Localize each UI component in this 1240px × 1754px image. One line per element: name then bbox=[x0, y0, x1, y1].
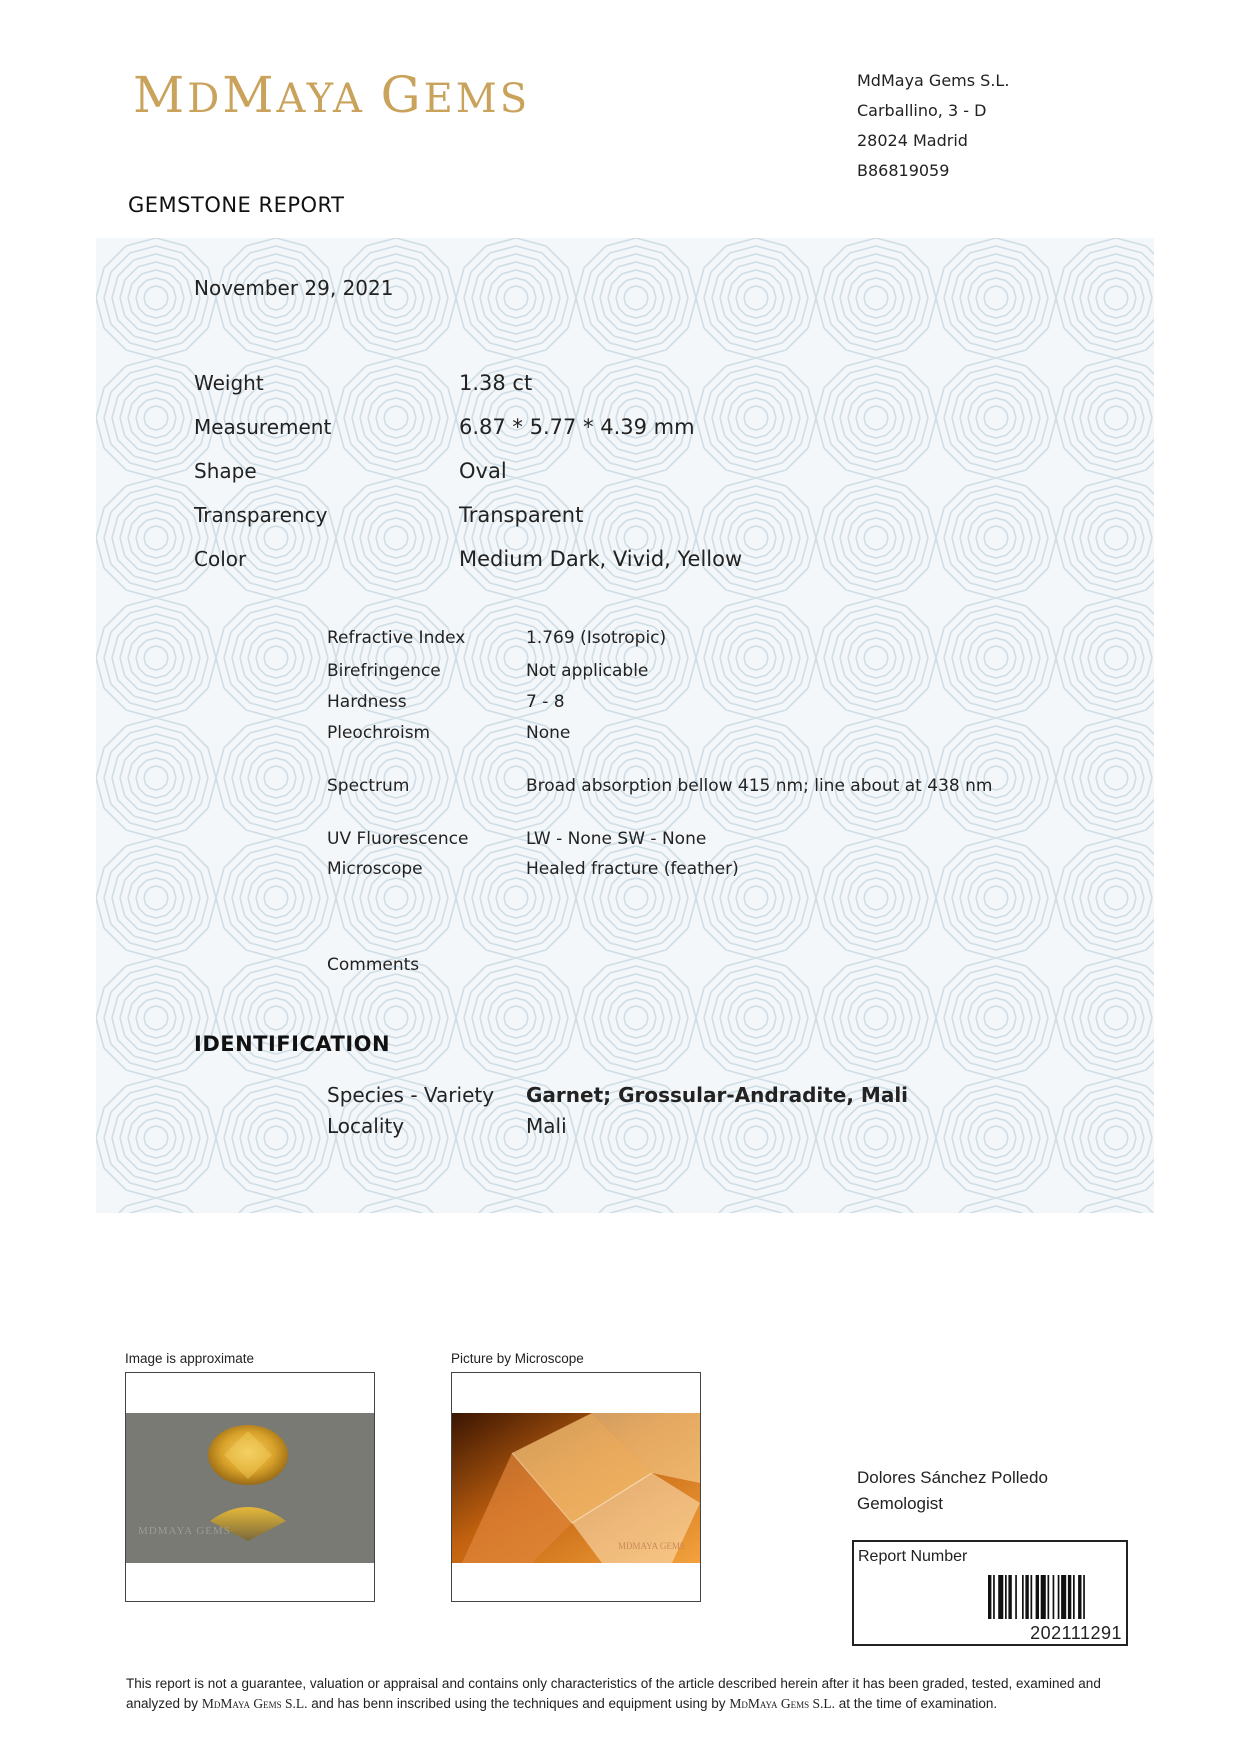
transparency-label: Transparency bbox=[194, 503, 328, 527]
legal-disclaimer: This report is not a guarantee, valuation or appraisal and contains only characteristics of the article described herein after it has been graded, tested, examined and analyzed by MdMaya Gems S.L. and has benn inscribed using the techniques and equipment using by MdMaya Gems S.L. at the time of examination. bbox=[126, 1676, 1101, 1711]
microscope-image-caption: Picture by Microscope bbox=[451, 1351, 584, 1366]
gem-image-caption: Image is approximate bbox=[125, 1351, 255, 1366]
spectrum-value: Broad absorption bellow 415 nm; line about at 438 nm bbox=[526, 776, 993, 796]
gem-watermark: MDMAYA GEMS bbox=[138, 1525, 231, 1537]
refractive-index-value: 1.769 (Isotropic) bbox=[526, 628, 667, 648]
gemologist-signature-block bbox=[857, 1465, 1048, 1517]
company-name-small-caps: MdMaya Gems S.L. bbox=[729, 1695, 836, 1711]
pleochroism-label: Pleochroism bbox=[327, 723, 431, 743]
measurement-label: Measurement bbox=[194, 415, 332, 439]
uv-fluorescence-value: LW - None SW - None bbox=[526, 829, 707, 849]
locality-label: Locality bbox=[327, 1114, 405, 1138]
barcode bbox=[988, 1575, 1120, 1619]
report-number-label: Report Number bbox=[858, 1548, 968, 1565]
microscope-label: Microscope bbox=[327, 859, 423, 879]
company-tax-id: B86819059 bbox=[857, 161, 950, 180]
species-variety-value: Garnet; Grossular-Andradite, Mali bbox=[526, 1083, 909, 1107]
company-name: MdMaya Gems S.L. bbox=[857, 71, 1010, 90]
report-date: November 29, 2021 bbox=[194, 276, 394, 300]
microscope-watermark: MDMAYA GEMS bbox=[618, 1541, 685, 1551]
species-variety-label: Species - Variety bbox=[327, 1083, 495, 1107]
company-street: Carballino, 3 - D bbox=[857, 101, 987, 120]
uv-fluorescence-label: UV Fluorescence bbox=[327, 829, 469, 849]
gemologist-role: Gemologist bbox=[857, 1494, 943, 1513]
shape-label: Shape bbox=[194, 459, 257, 483]
transparency-value: Transparent bbox=[459, 503, 584, 527]
hardness-value: 7 - 8 bbox=[526, 692, 565, 712]
company-name-small-caps: MdMaya Gems S.L. bbox=[201, 1695, 308, 1711]
hardness-label: Hardness bbox=[327, 692, 407, 712]
gemologist-name: Dolores Sánchez Polledo bbox=[857, 1468, 1048, 1487]
company-logo: MDMAYA GEMS bbox=[133, 66, 531, 124]
color-label: Color bbox=[194, 547, 247, 571]
color-value: Medium Dark, Vivid, Yellow bbox=[459, 547, 743, 571]
weight-label: Weight bbox=[194, 371, 264, 395]
locality-value: Mali bbox=[526, 1114, 567, 1138]
gem-image-frame bbox=[125, 1372, 375, 1602]
report-title: GEMSTONE REPORT bbox=[128, 193, 345, 217]
microscope-image-frame bbox=[451, 1372, 701, 1602]
shape-value: Oval bbox=[459, 459, 507, 483]
birefringence-label: Birefringence bbox=[327, 661, 441, 681]
report-number-value: 202111291 bbox=[1030, 1623, 1122, 1643]
gem-illustration bbox=[126, 1413, 374, 1563]
weight-value: 1.38 ct bbox=[459, 371, 533, 395]
company-city: 28024 Madrid bbox=[857, 131, 968, 150]
pleochroism-value: None bbox=[526, 723, 571, 743]
birefringence-value: Not applicable bbox=[526, 661, 649, 681]
spectrum-label: Spectrum bbox=[327, 776, 410, 796]
gem-photo bbox=[126, 1413, 374, 1563]
report-number-box bbox=[852, 1540, 1128, 1646]
microscope-value: Healed fracture (feather) bbox=[526, 859, 739, 879]
refractive-index-label: Refractive Index bbox=[327, 628, 466, 648]
identification-heading: IDENTIFICATION bbox=[194, 1032, 391, 1056]
microscope-photo bbox=[452, 1413, 700, 1563]
measurement-value: 6.87 * 5.77 * 4.39 mm bbox=[459, 415, 695, 439]
comments-label: Comments bbox=[327, 955, 420, 975]
